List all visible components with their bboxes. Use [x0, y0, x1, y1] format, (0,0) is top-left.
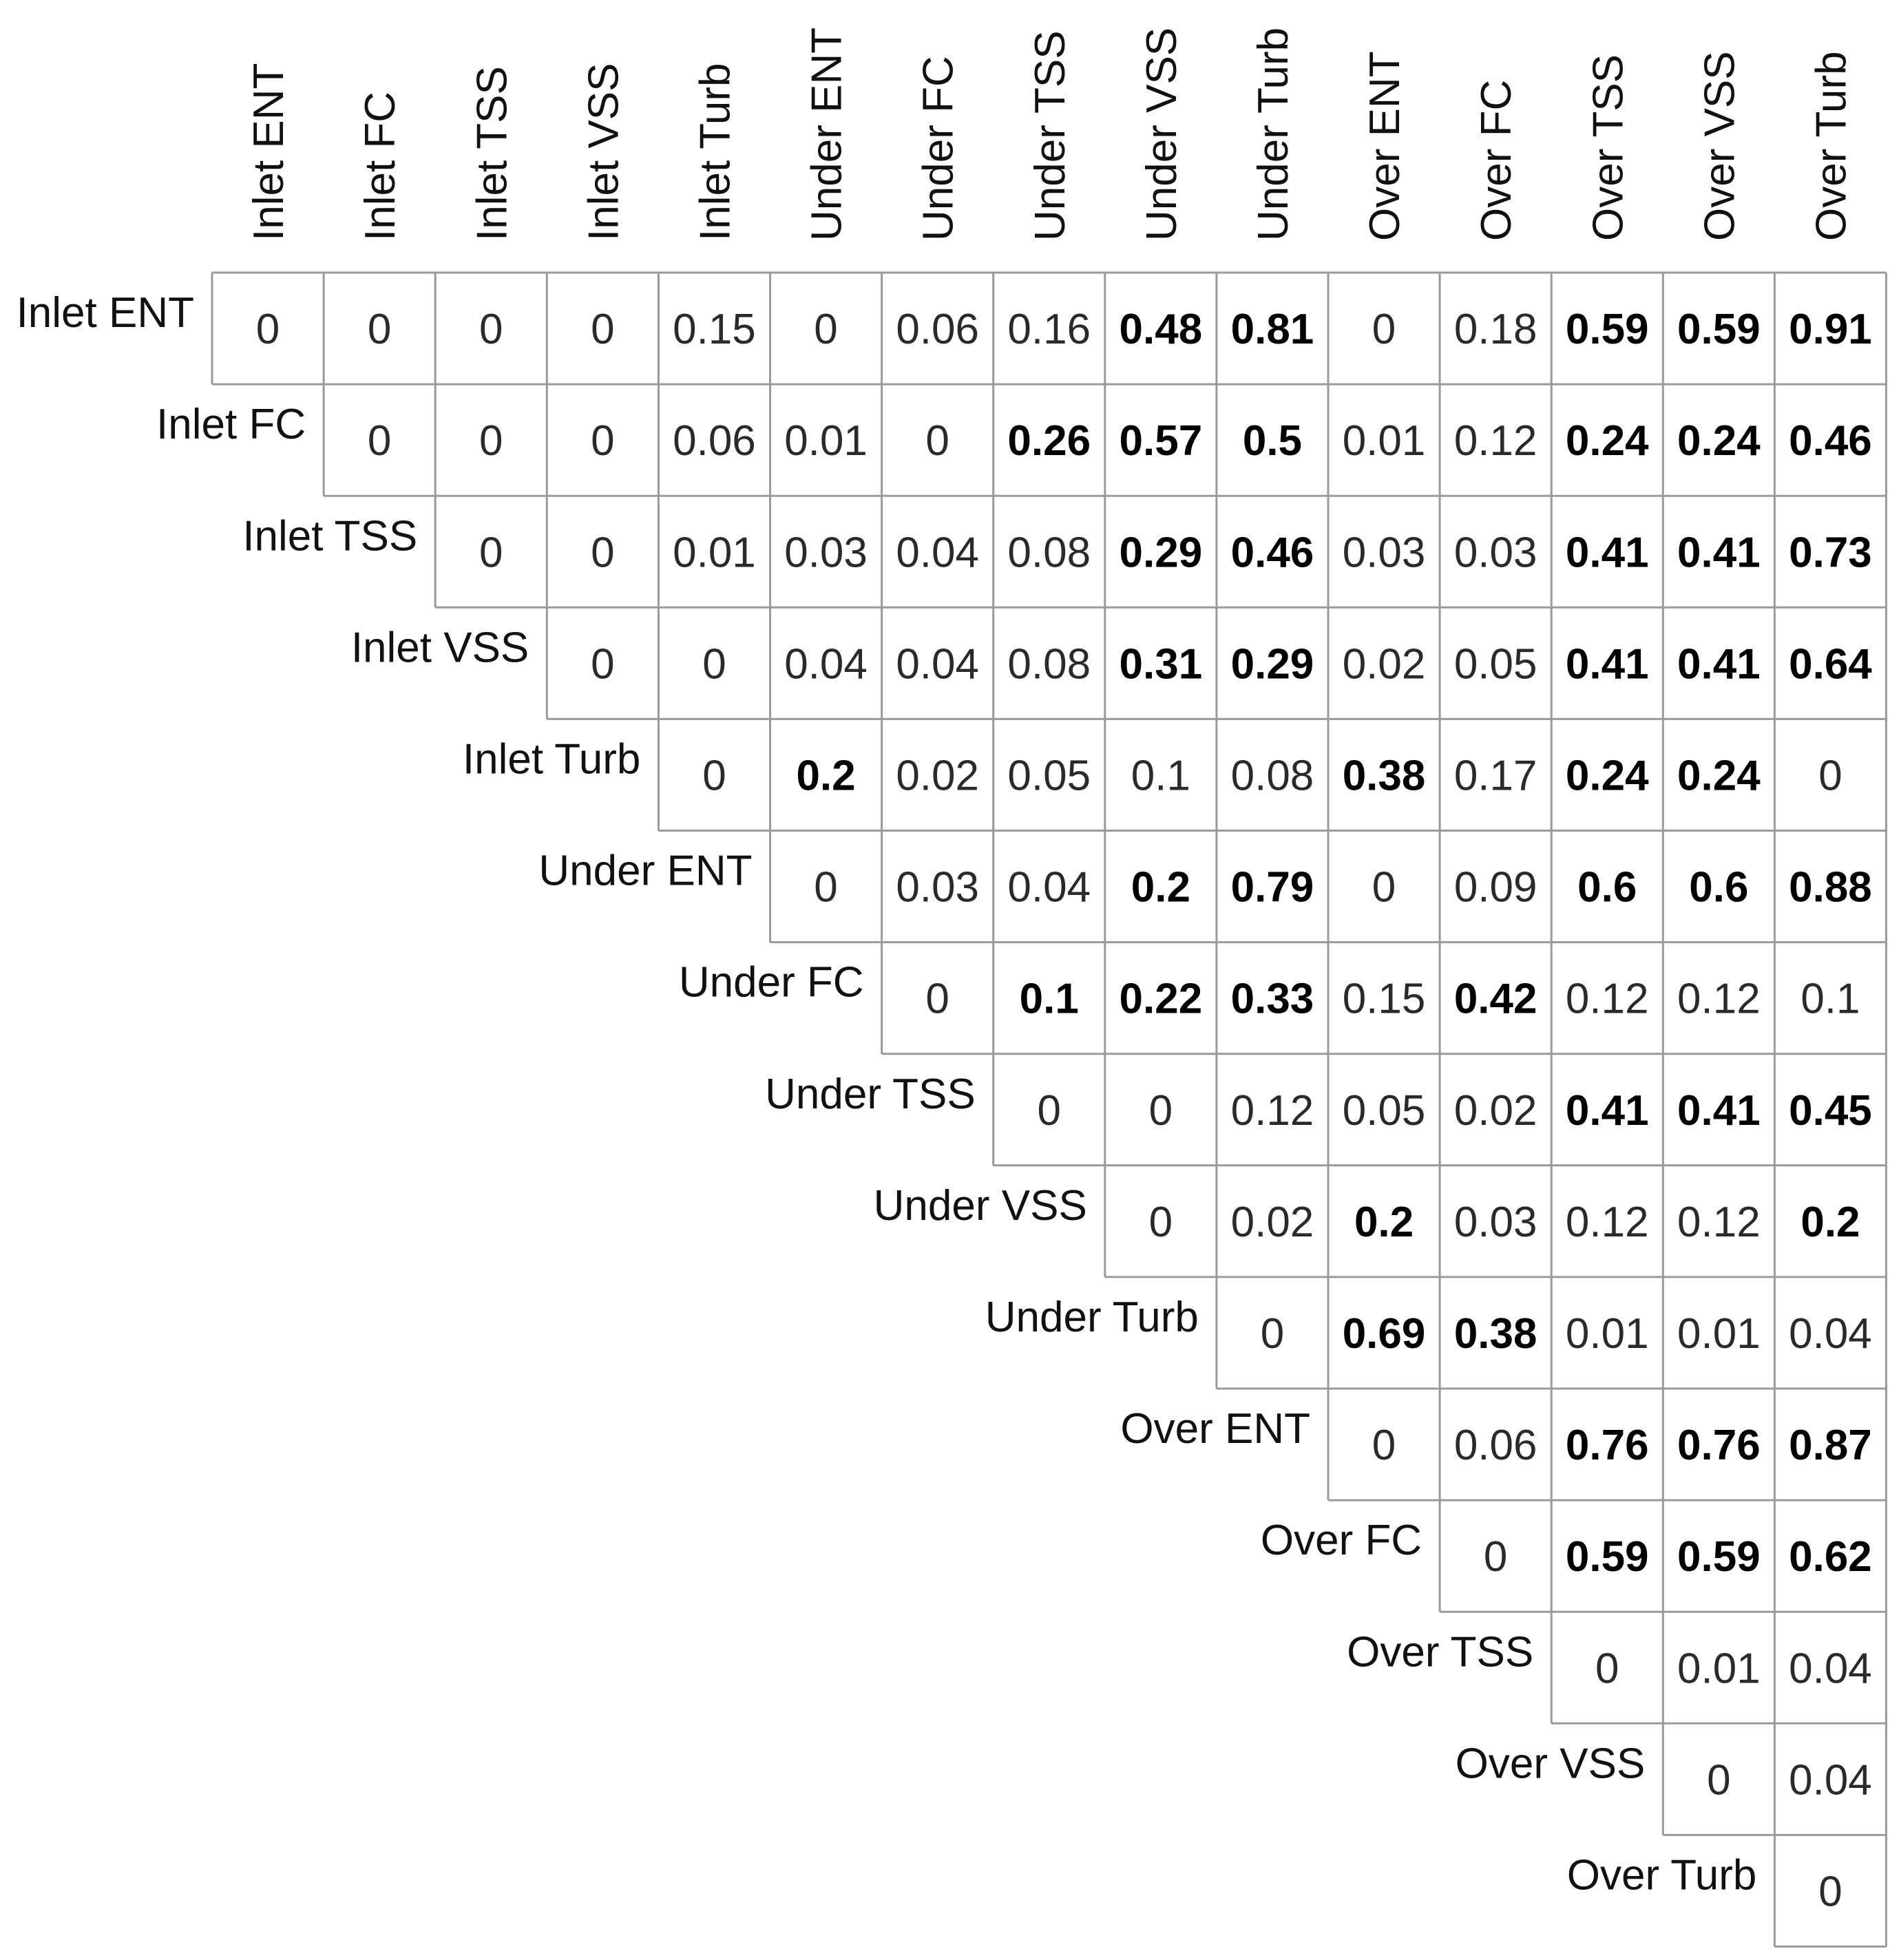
matrix-cell-value: 0.42 [1453, 975, 1537, 1023]
matrix-cell-value: 0 [814, 306, 838, 354]
matrix-cell-value: 0.46 [1789, 417, 1872, 465]
matrix-cell-value: 0.02 [896, 752, 979, 800]
matrix-cell-value: 0.01 [1677, 1309, 1761, 1358]
matrix-cell-value: 0.03 [896, 863, 979, 911]
column-label: Over Turb [1807, 51, 1856, 241]
column-label: Over TSS [1584, 54, 1632, 241]
row-label: Under Turb [985, 1293, 1199, 1341]
matrix-cell-value: 0.12 [1565, 975, 1649, 1023]
matrix-cell-value: 0 [1148, 1086, 1173, 1135]
matrix-cell-value: 0 [255, 306, 280, 354]
matrix-cell-value: 0.02 [1453, 1086, 1537, 1135]
matrix-cell-value: 0.2 [796, 752, 856, 800]
matrix-cell-value: 0 [367, 306, 392, 354]
matrix-cell-value: 0 [1595, 1645, 1619, 1693]
matrix-cell-value: 0.02 [1230, 1198, 1314, 1246]
matrix-cell-value: 0.12 [1677, 1198, 1761, 1246]
matrix-cell-value: 0.48 [1119, 306, 1203, 354]
matrix-cell-value: 0 [814, 863, 838, 911]
matrix-cell-value: 0.6 [1689, 863, 1749, 911]
matrix-cell-value: 0.1 [1800, 975, 1860, 1023]
matrix-cell-value: 0.01 [1565, 1309, 1649, 1358]
matrix-cell-value: 0 [925, 417, 949, 465]
matrix-cell-value: 0.91 [1789, 306, 1872, 354]
matrix-cell-value: 0.04 [1789, 1309, 1872, 1358]
matrix-cell-value: 0.76 [1565, 1422, 1649, 1470]
row-label: Inlet Turb [462, 735, 641, 783]
row-label: Inlet FC [156, 401, 306, 449]
matrix-cell-value: 0.26 [1007, 417, 1091, 465]
matrix-cell-value: 0.59 [1565, 1533, 1649, 1581]
matrix-cell-value: 0.41 [1565, 640, 1649, 688]
matrix-cell-value: 0.08 [1230, 752, 1314, 800]
matrix-cell-value: 0.17 [1453, 752, 1537, 800]
matrix-cell-value: 0.41 [1677, 529, 1761, 577]
matrix-cell-value: 0.08 [1007, 529, 1091, 577]
matrix-cell-value: 0.31 [1119, 640, 1203, 688]
matrix-cell-value: 0 [1818, 752, 1842, 800]
matrix-cell-value: 0 [925, 975, 949, 1023]
matrix-cell-value: 0 [1372, 1422, 1396, 1470]
matrix-cell-value: 0.02 [1342, 640, 1426, 688]
matrix-cell-value: 0.04 [896, 640, 979, 688]
matrix-cell-value: 0 [1372, 863, 1396, 911]
matrix-cell-value: 0.29 [1230, 640, 1314, 688]
matrix-cell-value: 0.64 [1789, 640, 1872, 688]
matrix-cell-value: 0.05 [1453, 640, 1537, 688]
matrix-cell-value: 0.2 [1131, 863, 1190, 911]
matrix-cell-value: 0.06 [896, 306, 979, 354]
matrix-cell-value: 0.81 [1230, 306, 1314, 354]
column-label: Inlet TSS [468, 66, 516, 241]
row-label: Over ENT [1120, 1405, 1310, 1453]
matrix-cell-value: 0.88 [1789, 863, 1872, 911]
row-label: Over FC [1260, 1517, 1422, 1565]
matrix-cell-value: 0.09 [1453, 863, 1537, 911]
column-label: Over ENT [1361, 51, 1409, 241]
row-label: Inlet ENT [16, 289, 194, 337]
matrix-cell-value: 0.05 [1007, 752, 1091, 800]
matrix-cell-value: 0.03 [1453, 529, 1537, 577]
matrix-cells [256, 306, 1872, 1915]
matrix-cell-value: 0.03 [1342, 529, 1426, 577]
matrix-cell-value: 0 [591, 640, 615, 688]
matrix-cell-value: 0 [702, 640, 726, 688]
matrix-cell-value: 0 [367, 417, 392, 465]
matrix-cell-value: 0.38 [1342, 752, 1426, 800]
matrix-cell-value: 0.22 [1119, 975, 1203, 1023]
matrix-cell-value: 0.15 [673, 306, 756, 354]
matrix-cell-value: 0 [1483, 1533, 1508, 1581]
matrix-cell-value: 0 [1707, 1756, 1731, 1804]
column-label: Inlet Turb [691, 63, 739, 241]
column-label: Under FC [914, 56, 963, 241]
matrix-cell-value: 0.1 [1131, 752, 1190, 800]
matrix-cell-value: 0.01 [784, 417, 868, 465]
row-label: Under FC [678, 958, 864, 1007]
matrix-cell-value: 0.08 [1007, 640, 1091, 688]
matrix-cell-value: 0.05 [1342, 1086, 1426, 1135]
column-label: Under TSS [1026, 30, 1074, 241]
matrix-cell-value: 0.03 [784, 529, 868, 577]
matrix-cell-value: 0.06 [1453, 1422, 1537, 1470]
matrix-cell-value: 0.33 [1230, 975, 1314, 1023]
matrix-cell-value: 0.59 [1677, 1533, 1761, 1581]
row-label: Over VSS [1455, 1740, 1646, 1788]
column-label: Inlet VSS [580, 63, 628, 241]
matrix-cell-value: 0.16 [1007, 306, 1091, 354]
matrix-cell-value: 0.24 [1565, 752, 1649, 800]
matrix-cell-value: 0.04 [1789, 1645, 1872, 1693]
matrix-cell-value: 0.2 [1800, 1198, 1860, 1246]
matrix-cell-value: 0.04 [896, 529, 979, 577]
matrix-cell-value: 0.01 [1342, 417, 1426, 465]
matrix-cell-value: 0.01 [673, 529, 756, 577]
matrix-cell-value: 0.2 [1354, 1198, 1414, 1246]
column-label: Under ENT [803, 27, 851, 241]
matrix-cell-value: 0.41 [1677, 640, 1761, 688]
row-label: Inlet VSS [350, 624, 529, 672]
matrix-cell-value: 0.73 [1789, 529, 1872, 577]
column-label: Inlet FC [357, 91, 405, 241]
matrix-cell-value: 0.24 [1565, 417, 1649, 465]
row-label: Over TSS [1347, 1628, 1534, 1676]
matrix-cell-value: 0.04 [784, 640, 868, 688]
matrix-cell-value: 0 [479, 417, 503, 465]
matrix-cell-value: 0.12 [1565, 1198, 1649, 1246]
matrix-cell-value: 0 [591, 529, 615, 577]
matrix-cell-value: 0.24 [1677, 417, 1761, 465]
matrix-cell-value: 0.06 [673, 417, 756, 465]
matrix-cell-value: 0 [1037, 1086, 1061, 1135]
matrix-cell-value: 0.15 [1342, 975, 1426, 1023]
matrix-cell-value: 0.1 [1019, 975, 1079, 1023]
matrix-cell-value: 0 [1148, 1198, 1173, 1246]
matrix-cell-value: 0 [479, 306, 503, 354]
column-label: Inlet ENT [245, 63, 293, 241]
column-label: Under Turb [1249, 27, 1297, 241]
matrix-cell-value: 0.87 [1789, 1422, 1872, 1470]
matrix-cell-value: 0.12 [1230, 1086, 1314, 1135]
row-label: Under VSS [873, 1181, 1087, 1230]
matrix-cell-value: 0.69 [1342, 1309, 1426, 1358]
matrix-cell-value: 0.41 [1565, 1086, 1649, 1135]
matrix-cell-value: 0.38 [1453, 1309, 1537, 1358]
matrix-cell-value: 0.59 [1565, 306, 1649, 354]
matrix-cell-value: 0 [702, 752, 726, 800]
matrix-cell-value: 0 [1372, 306, 1396, 354]
column-label: Over FC [1473, 79, 1521, 241]
row-label: Inlet TSS [242, 512, 418, 560]
matrix-cell-value: 0 [591, 417, 615, 465]
matrix-cell-value: 0 [1260, 1309, 1285, 1358]
matrix-cell-value: 0.41 [1677, 1086, 1761, 1135]
matrix-cell-value: 0.76 [1677, 1422, 1761, 1470]
row-label: Under TSS [765, 1070, 976, 1118]
matrix-cell-value: 0.59 [1677, 306, 1761, 354]
matrix-cell-value: 0.18 [1453, 306, 1537, 354]
matrix-cell-value: 0.45 [1789, 1086, 1872, 1135]
matrix-cell-value: 0 [591, 306, 615, 354]
matrix-cell-value: 0 [1818, 1868, 1842, 1916]
matrix-cell-value: 0.29 [1119, 529, 1203, 577]
matrix-cell-value: 0.79 [1230, 863, 1314, 911]
matrix-cell-value: 0.24 [1677, 752, 1761, 800]
matrix-cell-value: 0.04 [1007, 863, 1091, 911]
row-label: Over Turb [1566, 1851, 1757, 1899]
matrix-cell-value: 0.5 [1242, 417, 1303, 465]
matrix-cell-value: 0.12 [1453, 417, 1537, 465]
matrix-cell-value: 0.03 [1453, 1198, 1537, 1246]
column-label: Over VSS [1696, 51, 1744, 241]
matrix-cell-value: 0.12 [1677, 975, 1761, 1023]
column-labels [245, 28, 1855, 241]
matrix-cell-value: 0.01 [1677, 1645, 1761, 1693]
column-label: Under VSS [1137, 27, 1186, 241]
matrix-cell-value: 0.46 [1230, 529, 1314, 577]
matrix-cell-value: 0.6 [1577, 863, 1637, 911]
matrix-cell-value: 0.57 [1119, 417, 1203, 465]
matrix-cell-value: 0.04 [1789, 1756, 1872, 1804]
matrix-cell-value: 0 [479, 529, 503, 577]
row-label: Under ENT [538, 847, 753, 895]
matrix-cell-value: 0.41 [1565, 529, 1649, 577]
matrix-cell-value: 0.62 [1789, 1533, 1872, 1581]
